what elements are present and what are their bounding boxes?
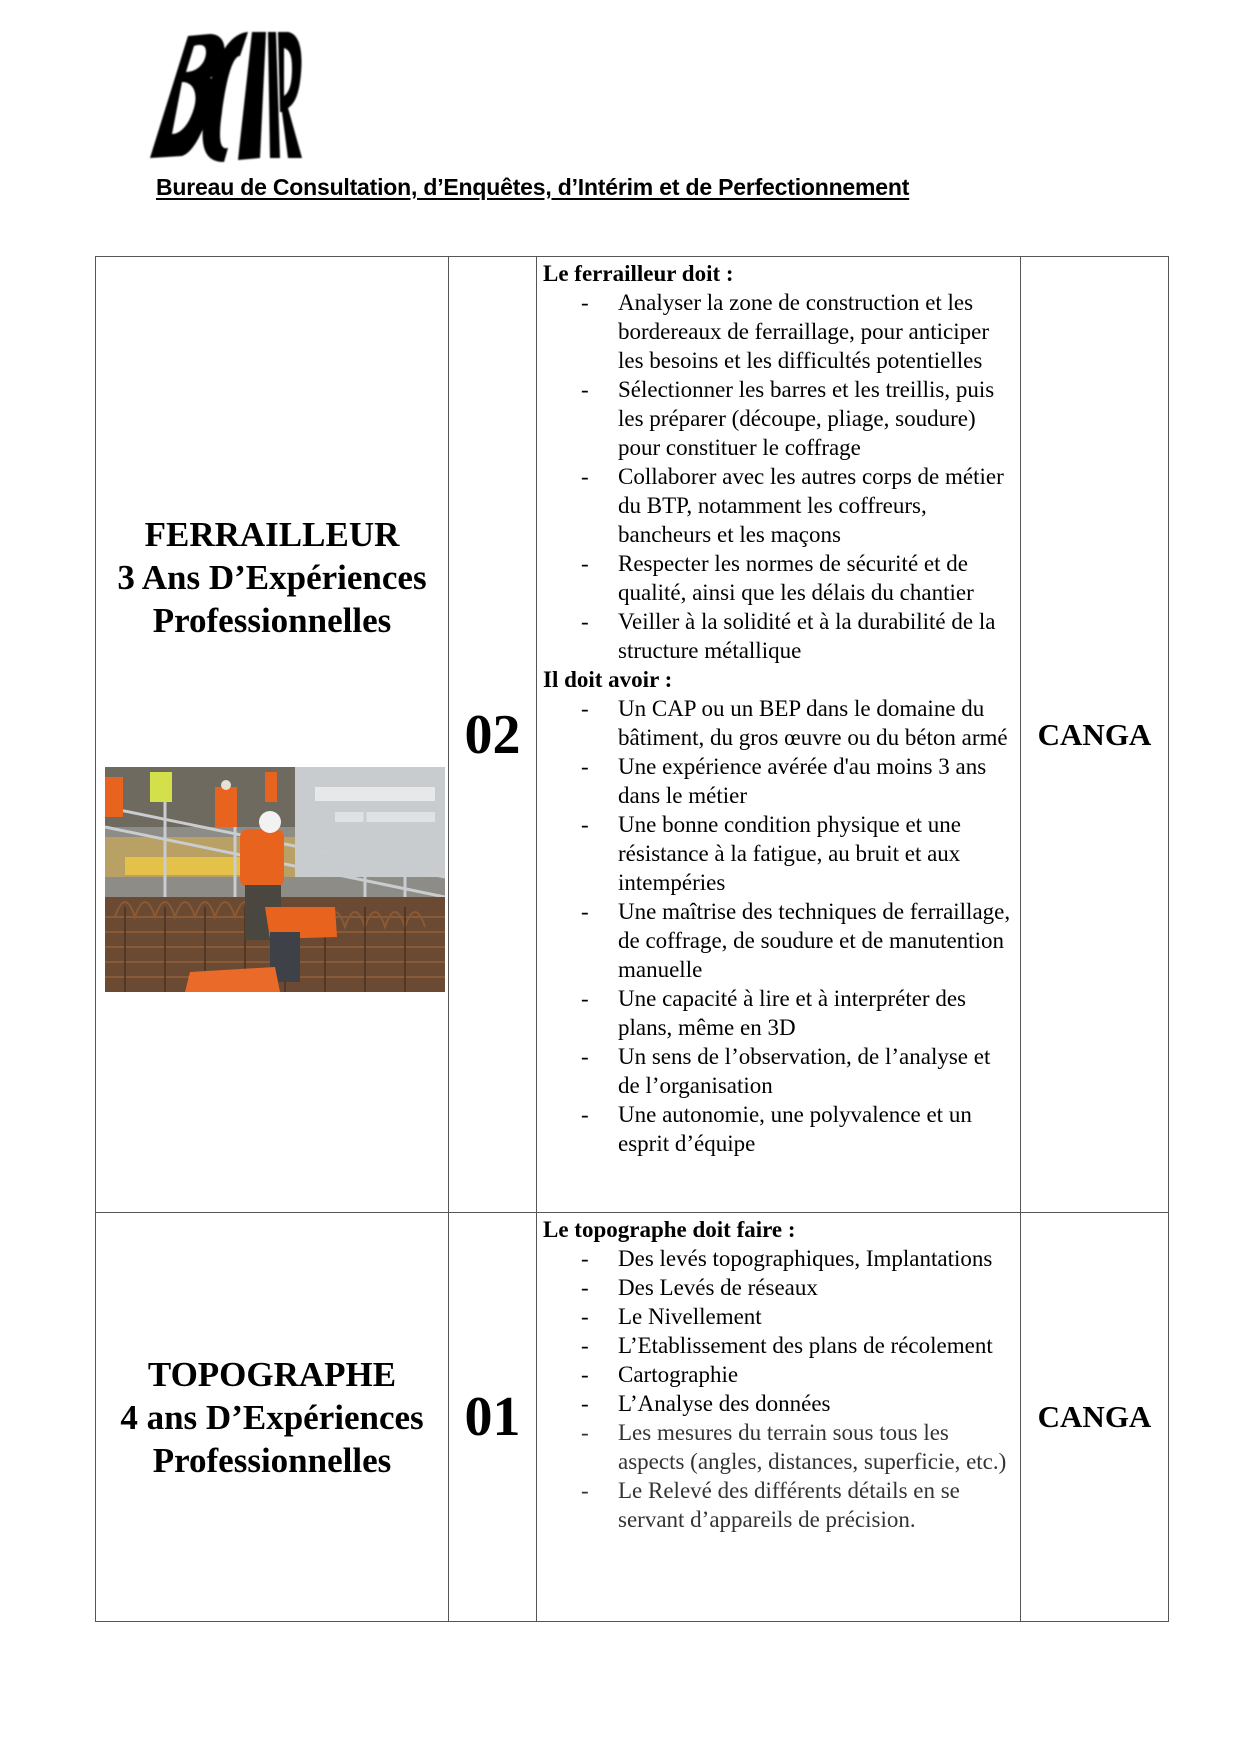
ferrailleur-photo xyxy=(105,767,445,992)
section-heading: Le topographe doit faire : xyxy=(543,1217,796,1242)
requirements-list xyxy=(543,694,1014,1158)
job-row-ferrailleur xyxy=(96,257,1169,1213)
job-quantity: 02 xyxy=(449,257,537,1213)
logo-graphic-icon xyxy=(148,22,314,168)
job-title-cell xyxy=(96,257,449,1213)
job-experience: 3 Ans D’Expériences xyxy=(117,558,427,597)
job-location: CANGA xyxy=(1021,257,1169,1213)
job-experience-suffix: Professionnelles xyxy=(152,1440,392,1480)
list-item: - Des Levés de réseaux xyxy=(543,1273,1014,1302)
list-item: - Veiller à la solidité et à la durabilité de la structure métallique xyxy=(543,607,1014,665)
list-item: - Le Relevé des différents détails en se servant d’appareils de précision. xyxy=(543,1476,1014,1534)
organization-name: Bureau de Consultation, d’Enquêtes, d’Intérim et de Perfectionnement xyxy=(156,174,910,200)
job-quantity: 01 xyxy=(449,1213,537,1622)
job-title-name: FERRAILLEUR xyxy=(144,515,400,554)
list-item: - Sélectionner les barres et les treillis, puis les préparer (découpe, pliage, soudure) pour constituer le coffrage xyxy=(543,375,1014,462)
job-row-topographe xyxy=(96,1213,1169,1622)
list-item: - Cartographie xyxy=(543,1360,1014,1389)
list-item: - Une expérience avérée d'au moins 3 ans dans le métier xyxy=(543,752,1014,810)
section-heading: Le ferrailleur doit : xyxy=(543,261,734,286)
list-item: - Des levés topographiques, Implantations xyxy=(543,1244,1014,1273)
duties-list xyxy=(543,288,1014,665)
list-item: - Un sens de l’observation, de l’analyse et de l’organisation xyxy=(543,1042,1014,1100)
job-offers-table xyxy=(95,256,1169,1622)
list-item: - L’Analyse des données xyxy=(543,1389,1014,1418)
list-item: - Analyser la zone de construction et les bordereaux de ferraillage, pour anticiper les besoins et les difficultés potentielles xyxy=(543,288,1014,375)
job-experience-suffix: Professionnelles xyxy=(152,601,392,640)
list-item: - L’Etablissement des plans de récolement xyxy=(543,1331,1014,1360)
job-description xyxy=(537,257,1021,1213)
job-title-name: TOPOGRAPHE xyxy=(147,1354,397,1394)
list-item: - Respecter les normes de sécurité et de qualité, ainsi que les délais du chantier xyxy=(543,549,1014,607)
construction-workers-photo-icon xyxy=(105,767,445,992)
list-item: - Une autonomie, une polyvalence et un esprit d’équipe xyxy=(543,1100,1014,1158)
job-description xyxy=(537,1213,1021,1622)
job-experience: 4 ans D’Expériences xyxy=(120,1397,424,1437)
list-item: - Collaborer avec les autres corps de métier du BTP, notamment les coffreurs, bancheurs et les maçons xyxy=(543,462,1014,549)
section-heading: Il doit avoir : xyxy=(543,667,673,692)
job-title xyxy=(96,1353,448,1482)
list-item: - Une bonne condition physique et une résistance à la fatigue, au bruit et aux intempéries xyxy=(543,810,1014,897)
job-location: CANGA xyxy=(1021,1213,1169,1622)
job-title-cell xyxy=(96,1213,449,1622)
list-item: - Une maîtrise des techniques de ferraillage, de coffrage, de soudure et de manutention manuelle xyxy=(543,897,1014,984)
list-item: - Le Nivellement xyxy=(543,1302,1014,1331)
list-item: - Un CAP ou un BEP dans le domaine du bâtiment, du gros œuvre ou du béton armé xyxy=(543,694,1014,752)
duties-list xyxy=(543,1244,1014,1534)
list-item: - Une capacité à lire et à interpréter des plans, même en 3D xyxy=(543,984,1014,1042)
list-item: - Les mesures du terrain sous tous les aspects (angles, distances, superficie, etc.) xyxy=(543,1418,1014,1476)
bceip-logo xyxy=(148,22,314,168)
job-title xyxy=(96,513,448,642)
